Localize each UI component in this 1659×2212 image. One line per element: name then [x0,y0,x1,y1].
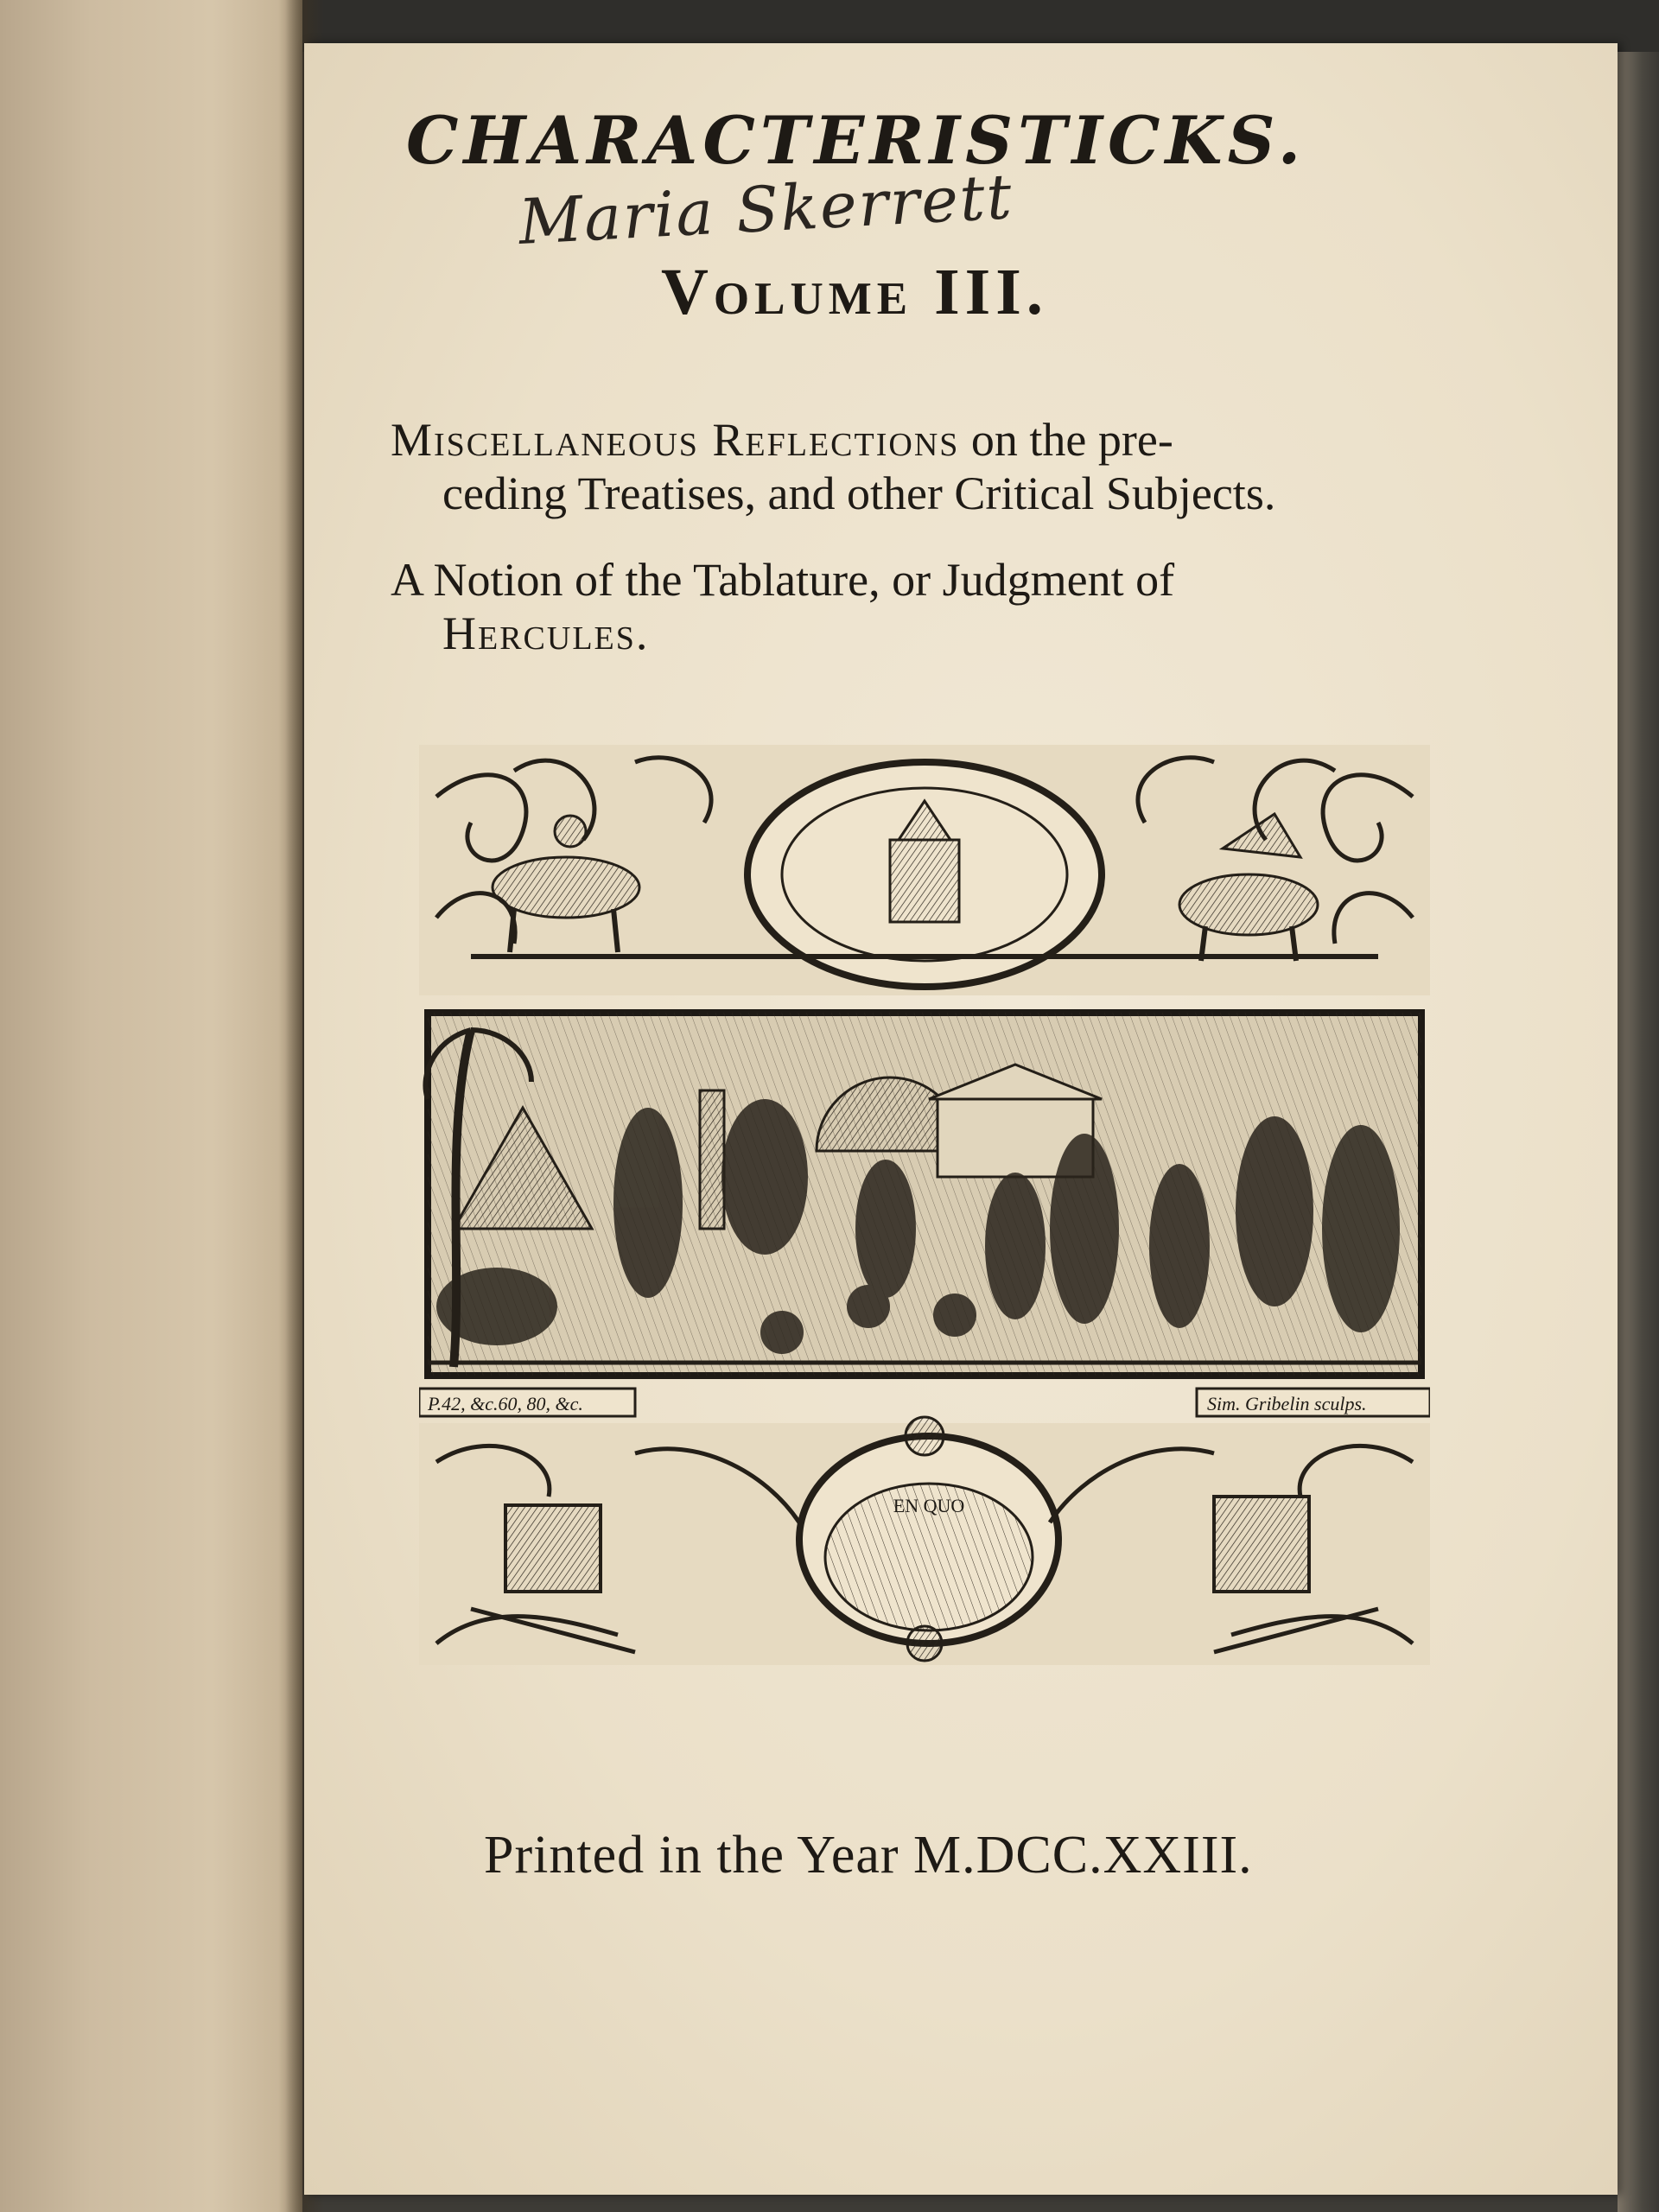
left-page-leaf [0,0,302,2212]
contents-line2: ceding Treatises, and other Critical Subjects. [442,467,1276,519]
contents-lead: Miscellaneous Reflections [391,414,960,466]
bottom-ornament-band [419,1417,1430,1665]
central-scene [425,1013,1421,1376]
caption-strip [419,1389,1430,1416]
contents2-line2: Hercules. [442,607,650,659]
caption-right: Sim. Gribelin sculps. [1207,1393,1367,1414]
page-edge-right [1618,52,1659,2212]
caption-left: P.42, &c.60, 80, &c. [428,1393,583,1414]
contents-entry-reflections [391,413,1419,520]
imprint-line: Printed in the Year M.DCC.XXIII. [484,1826,1253,1885]
book-title: CHARACTERISTICKS. [406,102,1306,179]
engraved-vignette [419,745,1430,1665]
top-ornament-band [419,745,1430,995]
contents-line1-rest: on the pre- [959,414,1173,466]
contents2-line1: A Notion of the Tablature, or Judgment of [391,554,1175,606]
volume-heading: Volume III. [661,256,1048,328]
contents-entry-hercules [391,553,1419,660]
owner-signature: Maria Skerrett [517,160,1015,258]
cartouche-motto: EN QUO [893,1495,965,1516]
